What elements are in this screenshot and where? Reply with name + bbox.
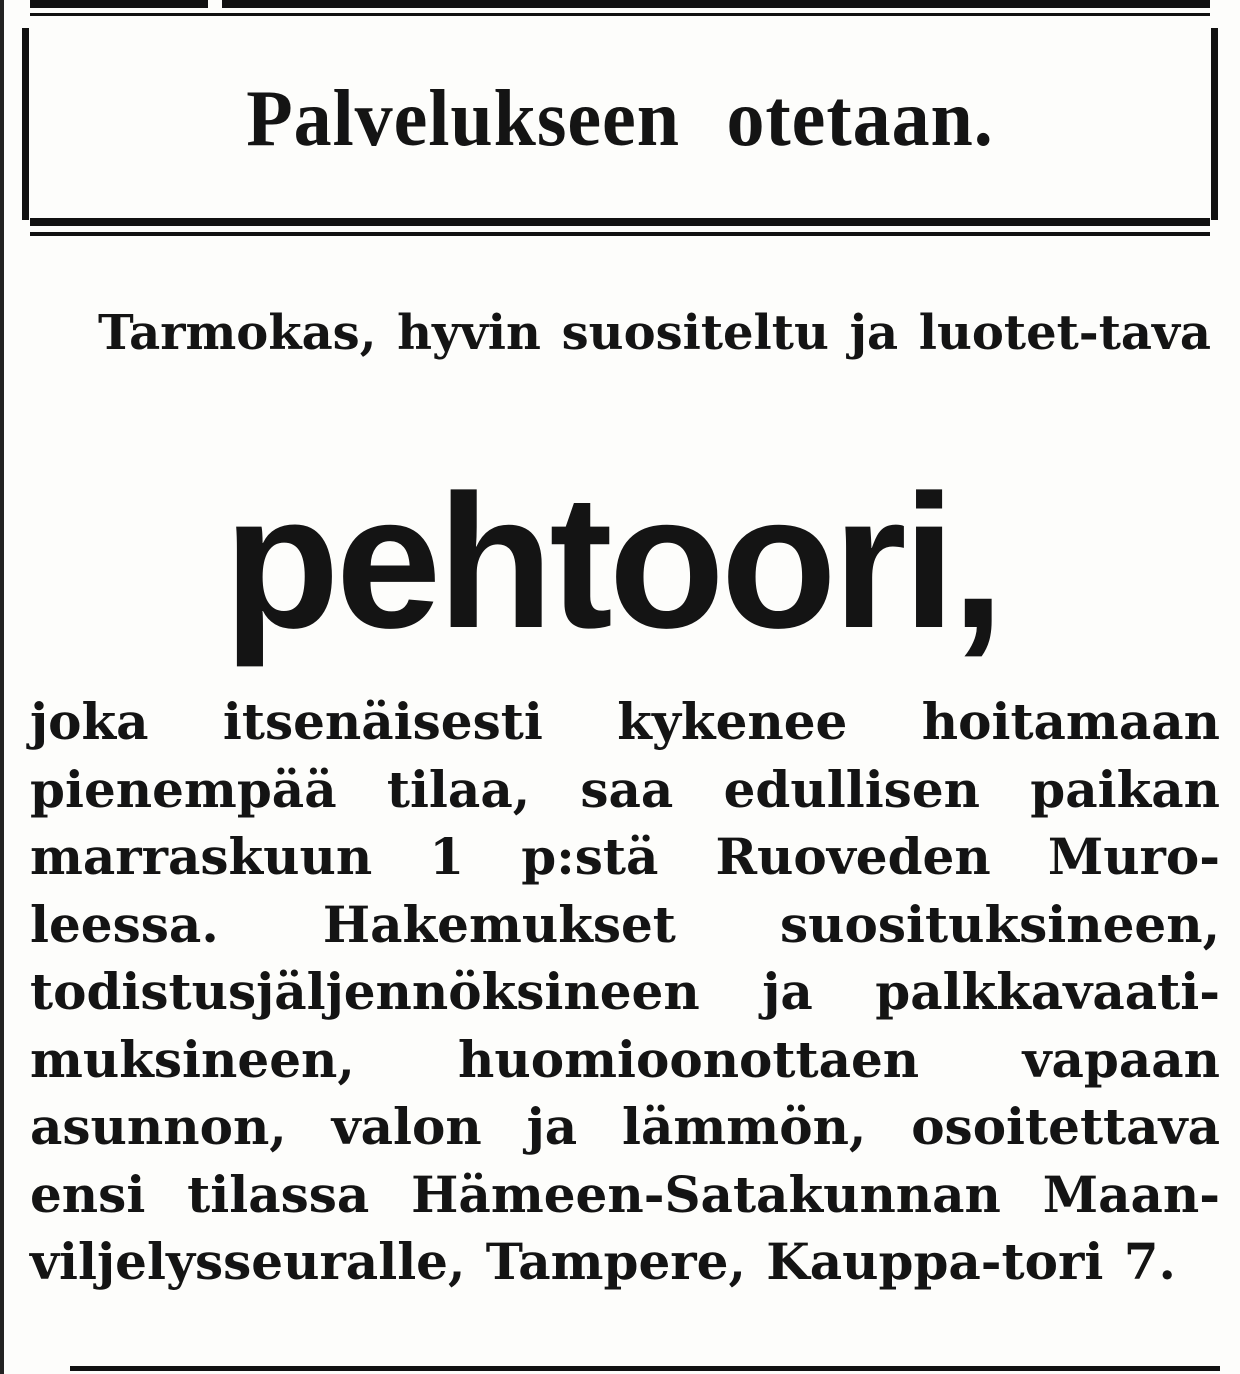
ad-heading: Palvelukseen otetaan. <box>246 75 994 163</box>
ad-body-text: joka itsenäisesti kykenee hoitamaan pienempää tilaa, saa edullisen paikan marraskuun 1 p:stä Ruoveden Muro-leessa. Hakemukset suosituksineen, todistusjäljennöksineen ja palkkavaati-muksineen, huomioonottaen vapaan asunnon, valon ja lämmön, osoitettava ensi tilassa Hämeen-Satakunnan Maan-viljelysseuralle, Tampere, Kauppa-tori 7. <box>30 692 1220 1291</box>
bottom-rule <box>70 1366 1220 1371</box>
intro-text: Tarmokas, hyvin suositeltu ja luotet-tava <box>98 305 1211 361</box>
top-rule-left <box>30 0 208 8</box>
heading-box-bottom-rule-thin <box>30 232 1210 236</box>
job-title: pehtoori, <box>223 456 1001 668</box>
top-rule-thin <box>30 13 1210 16</box>
top-rule-right <box>222 0 1210 8</box>
page-left-edge <box>0 0 4 1374</box>
heading-box-bottom-rule <box>30 218 1210 226</box>
